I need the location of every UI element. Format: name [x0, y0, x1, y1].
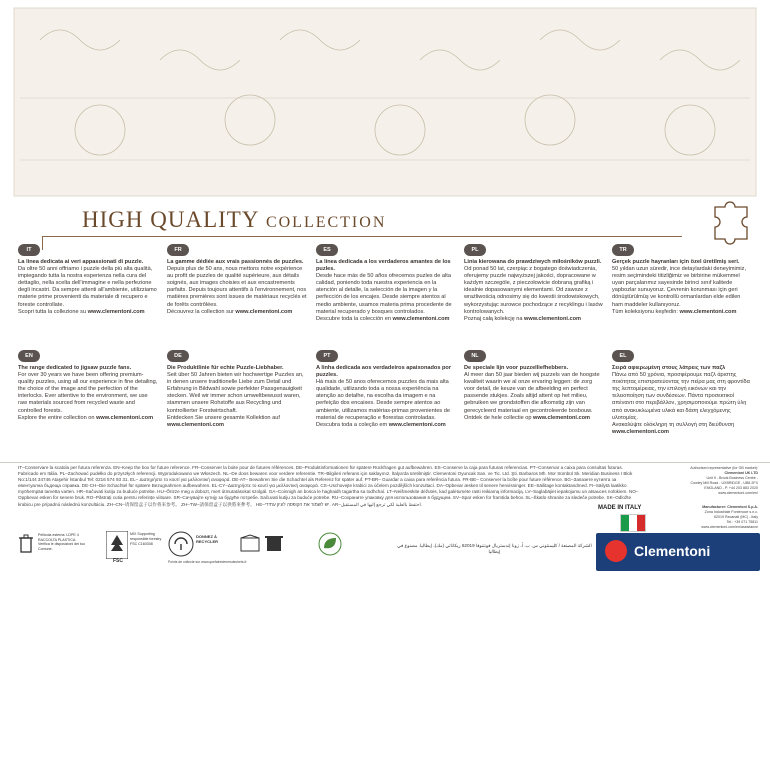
puzzle-piece-icon: [707, 193, 759, 245]
lang-link-line: [464, 415, 604, 422]
lang-badge: PL: [464, 244, 486, 256]
lang-link-line: [167, 415, 307, 429]
multilingual-warnings: IT–Conservare la scatola per futura referenza. EN–Keep the box for future reference. FR–Conserver la boite pour de futures références. DE–Produktinformationen für spätere Rückfragen gut aufbewahren. ES–Conserve la caja para futuras referencias. PT–Conservar a caixa para consultas futuras. Fabricado em Itália. PL–Zachować pudełko do przyszłych referencji. Wyprodukowano we Włoszech. NL–De doos bewaren voor verdere referentie. TR–Bilgileri referans için saklayınız. İtalya'da üretilmiştir. Clementoni Oyuncak San. ve Tic. Ltd. Şti. Barbaros Mh. Mor Sümbül Sk. Meridian Business I Blok No:1/144 34746 Ataşehir İstanbul Tel: 0216 574 93 31. EL– Διατηρήστε το κουτί για μελλοντική αναφορά. DE-AT– Bewahren Sie die Schachtel als Referenz für später auf. PT-BR– Guardar a caixa para referência futura. FR-BE– Conserver la boîte pour future référence. BG–Запазете кутията за евентуална бъдеща справка. DE-CH–Die Schachtel für spätere Bezugnahmen aufbewahren. EL-CY–Διατηρήστε το κουτί για μελλοντική αναφορά. CS–Uschovejte krabici za účelem pozdějších konzultací. DA–Opbevar æsken til senere henvisninger. EE–Säilitage kontaktandmed. FI–Säilytä laatikko myöhempää tarvetta varten. HR–Sačuvati kutiju za buduće potrebe. HU–Őrizze meg a dobozt, mert útmutatásokat szolgál. GA–Coinnigh an bosca le haghaidh tagartha sa todhchaí. LT–Neišmeskite dėžutės, kad galėtumėte rasti reikiamą informaciją. LV–Saglabājiet iepakojumu un atsauces nolūkiem. NO–Oppbevar esken for senere bruk. RO–Păstrați cutia pentru referințe viitoare. SR–Сачувајте кутију за будуће потребе. Sačuvati kutiju za buduće potrebe. RU–Сохраните упаковку для использования в будущем. SV–Spar esken for framtida behov. SL–Škatlo shranite za sledeče potrebe. SK–Odložte krabicu pre prípadnú následnú konzultáciu. ZH–CN–请保留盒子以作将来参考。 ZH–TW–請保留盒子以供將來參考。 HE–יש לשמור את הקופסה לעיון עתידי. AR–احتفظ بالعلبة لكي ترجع إليها في المستقبل.: [18, 465, 639, 507]
rep-line: Cowley Mill Road - UXBRIDGE - UB8 2FX: [690, 481, 758, 485]
lang-body: Há mais de 50 anos oferecemos puzzles da mais alta qualidade, utilizando toda a nossa experiência na atenção ao detalhe, na escolha da imagem e na perfeição dos encaixes. Desde sempre atentos ao ambiente, utilizamos matérias-primas provenientes de material de recuperação e florestas controladas.: [316, 379, 450, 421]
lang-heading: Die Produktlinie für echte Puzzle-Liebhaber.: [167, 365, 284, 371]
lang-link-prefix: Découvrez la collection sur: [167, 308, 236, 315]
lang-block-el: [612, 350, 752, 436]
lang-link-line: [316, 422, 456, 429]
lang-heading: Σειρά αφιερωμένη στους λάτρεις των παζλ: [612, 365, 726, 371]
lang-link-prefix: Scopri tutta la collezione su: [18, 308, 88, 315]
recycle-plastic-text: Pellicola esterna: LDPE 4 RACCOLTA PLASTICA. Verifica le disposizioni del tuo Comune.: [38, 533, 85, 551]
lang-link-line: [464, 316, 604, 323]
lang-site[interactable]: www.clementoni.com: [388, 421, 446, 428]
rep-line: Unit 9 - Brook Business Centre -: [706, 476, 758, 480]
lang-body: 50 yıldan uzun süredir, ince detaylardaki deneyimimiz, resim seçimindeki titizliğimiz ve birbirine mükemmel uyan parçalarımız sayesinde birinci sınıf kalitede yapbozlar sunuyoruz. Çevrenin korunması için geri dönüştürülmüş ve kontrollü ormanlardan elde edilen ham maddeler kullanıyoruz.: [612, 266, 747, 308]
lang-link-prefix: Ανακαλύψτε ολόκληρη τη συλλογή στη διεύθυνση: [612, 421, 735, 428]
lang-heading: A linha dedicada aos verdadeiros apaixonados por puzzles.: [316, 365, 452, 379]
lang-heading: The range dedicated to jigsaw puzzle fans.: [18, 365, 132, 371]
lang-block-es: [316, 244, 456, 323]
lang-link-prefix: Explore the entire collection on: [18, 414, 97, 421]
lang-site[interactable]: www.clementoni.com: [524, 315, 581, 322]
triman-icon: [168, 531, 194, 557]
lang-link-line: [316, 316, 456, 323]
certification-logos: [18, 528, 578, 568]
lang-badge: FR: [167, 244, 189, 256]
manu-line: 62019 Recanati (MC) - Italy: [714, 515, 758, 519]
title-main: HIGH QUALITY: [82, 207, 260, 232]
lang-site[interactable]: www.clementoni.com: [87, 308, 145, 315]
lang-link-prefix: Poznaj całą kolekcję na: [464, 315, 525, 322]
lang-link-prefix: Descubra toda a coleção em: [316, 421, 389, 428]
brand-name: Clementoni: [634, 543, 711, 559]
lang-site[interactable]: www.clementoni.com: [533, 414, 591, 421]
lang-body: Seit über 50 Jahren bieten wir hochwertige Puzzles an, in denen unsere traditionelle Liebe zum Detail und Erfahrung in Bildwahl sowie perfekter Passgenauigkeit stecken. Weil wir immer schon umweltbewusst waren, stammen unsere Rohstoffe aus Recycling und kontrollierter Forstwirtschaft.: [167, 372, 304, 414]
lang-link-prefix: Tüm koleksiyonu keşfedin:: [612, 308, 680, 315]
fsc-tree-icon: [106, 531, 128, 559]
lang-site[interactable]: www.clementoni.com: [612, 428, 669, 435]
rep-line[interactable]: www.clementoni.com/en/: [718, 491, 758, 495]
lang-site[interactable]: www.clementoni.com: [392, 315, 450, 322]
lang-badge: EN: [18, 350, 40, 362]
lang-body: Depuis plus de 50 ans, nous mettons notre expérience au profit de puzzles de qualité supérieure, aux détails soignés, aux images choisies et aux encastrements parfaits. Depuis toujours attentifs à l'environnement, nos matières premières sont issues de matériaux recyclés et de forêts contrôlées.: [167, 266, 307, 308]
lang-link-line: [612, 422, 752, 436]
lang-block-nl: [464, 350, 604, 422]
lang-badge: EL: [612, 350, 634, 362]
lang-link-line: [167, 309, 307, 316]
lang-block-pl: [464, 244, 604, 323]
lang-heading: La gamme dédiée aux vrais passionnés de puzzles.: [167, 259, 304, 265]
fsc-label: FSC: [113, 558, 123, 564]
title-sub: COLLECTION: [265, 214, 387, 231]
lang-block-tr: [612, 244, 752, 316]
title-underline: [42, 236, 682, 237]
lang-link-prefix: Ontdek de hele collectie op: [464, 414, 534, 421]
eco-leaf-icon: [318, 532, 342, 556]
rep-line: ENGLAND - P. +44 203 883 2020: [704, 486, 758, 490]
lang-badge: ES: [316, 244, 338, 256]
arabic-manufacturer-text: الشركة المصنعة / كليمنتوني س. ب. أ، زونا إندستريال فونتنوفا 62019 ريكاناتي (مك)، إيطاليا. مصنوع في إيطاليا: [397, 543, 592, 555]
ornate-frame: [0, 0, 770, 200]
manufacturer-info: [658, 505, 758, 530]
sorting-bin-icon: [264, 534, 284, 552]
lang-block-pt: [316, 350, 456, 429]
triman-text: DONNEZ À RECYCLER: [196, 534, 219, 544]
manu-line[interactable]: www.clementoni.com/en/assistance: [701, 525, 758, 529]
lang-block-en: [18, 350, 158, 422]
lang-badge: PT: [316, 350, 338, 362]
lang-badge: NL: [464, 350, 486, 362]
footer-divider: [0, 462, 770, 463]
italy-flag-icon: [620, 514, 646, 532]
lang-link-line: [612, 309, 752, 316]
lang-link-line: [18, 415, 158, 422]
made-in-italy-label: MADE IN ITALY: [598, 505, 642, 511]
manu-title: Manufacturer: Clementoni S.p.A.: [702, 505, 758, 509]
authorised-representative: [658, 466, 758, 496]
manu-line: Zona Industriale Fontenoce s.n.c.: [704, 510, 758, 514]
rep-title: Authorised representative (for GB market):: [690, 466, 758, 470]
trash-bin-icon: [18, 533, 34, 555]
lang-heading: De speciale lijn voor puzzelliefhebbers.: [464, 365, 569, 371]
lang-body: Πάνω από 50 χρόνια, προσφέρουμε παζλ άριστης ποιότητας επιστρατεύοντας την πείρα μας στη φροντίδα της λεπτομέρειας, την επιλογή εικόνων και την τελειοποίηση των συνδέσεων. Πάντα προσεκτικοί απέναντι στο περιβάλλον, χρησιμοποιούμε πρώτη ύλη από ανακυκλωμένα υλικά και δάση ελεγχόμενης υλοτομίας.: [612, 372, 750, 421]
lang-link-prefix: Entdecken Sie unsere gesamte Kollektion auf: [167, 414, 280, 421]
lang-block-fr: [167, 244, 307, 316]
rep-name: Clementoni UK LTD: [724, 471, 758, 475]
lang-block-it: [18, 244, 158, 316]
lang-body: For over 30 years we have been offering premium-quality puzzles, using all our experience in fine detailing, the choice of the image and the perfection of the interlocks. Ever attentive to the environment, we use raw materials sourced from recycled waste and controlled forests.: [18, 372, 158, 414]
lang-site[interactable]: www.clementoni.com: [167, 421, 224, 428]
lang-site[interactable]: www.clementoni.com: [96, 414, 154, 421]
collection-title: [82, 207, 386, 233]
sorting-box-icon: [240, 534, 260, 552]
lang-link-line: [18, 309, 158, 316]
lang-site[interactable]: www.clementoni.com: [679, 308, 737, 315]
lang-block-de: [167, 350, 307, 429]
lang-badge: DE: [167, 350, 189, 362]
lang-heading: La linea dedicata ai veri appassionati di puzzle.: [18, 259, 144, 265]
lang-badge: IT: [18, 244, 40, 256]
lang-body: Da oltre 50 anni offriamo i puzzle della più alta qualità, impiegando tutta la nostra esperienza nella cura del dettaglio, nella scelta dell'immagine e nella perfezione degli incastri. Da sempre attenti all'ambiente, utilizziamo materie prime provenienti da materiale di recupero e foreste controllate.: [18, 266, 157, 308]
lang-body: Od ponad 50 lat, czerpiąc z bogatego doświadczenia, oferujemy puzzle najwyższej jakości, dopracowane w każdym szczególe, z pieczołowicie dobraną grafiką i idealnie dopasowanymi elementami. Od zawsze z wrażliwością odnosimy się do kwestii środowiskowych, wykorzystując surowce pochodzące z recyklingu i lasów kontrolowanych.: [464, 266, 603, 315]
lang-link-prefix: Descubre toda la colección en: [316, 315, 393, 322]
lang-heading: Linia kierowana do prawdziwych miłośników puzzli.: [464, 259, 602, 265]
triman-sub-text: Points de collecte sur www.quefairedemesdechets.fr: [168, 560, 247, 564]
fsc-text: MIX Supporting responsible forestry FSC C160308: [130, 532, 162, 546]
manu-line: Tel.: +39 071 75811: [726, 520, 758, 524]
lang-site[interactable]: www.clementoni.com: [235, 308, 293, 315]
lang-heading: La línea dedicada a los verdaderos amantes de los puzles.: [316, 259, 451, 273]
lang-body: Al meer dan 50 jaar bieden wij puzzels van de hoogste kwaliteit waarin we al onze ervaring leggen: de zorg voor detail, de keuze van de afbeelding en perfect passende stukjes. Zoals altijd attent op het milieu, gebruiken we grondstoffen die afkomstig zijn van gerecycleerd materiaal en gecontroleerde bosbouw.: [464, 372, 600, 414]
lang-badge: TR: [612, 244, 634, 256]
clementoni-mark-icon: [605, 540, 627, 562]
lang-heading: Gerçek puzzle hayranları için özel üretilmiş seri.: [612, 259, 740, 265]
lang-body: Desde hace más de 50 años ofrecemos puzles de alta calidad, poniendo toda nuestra experiencia en la atención al detalle, la selección de la imagen y la perfección de los encajes. Desde siempre atentos al medio ambiente, usamos materia prima procedente de material recuperado y bosques controlados.: [316, 273, 452, 315]
